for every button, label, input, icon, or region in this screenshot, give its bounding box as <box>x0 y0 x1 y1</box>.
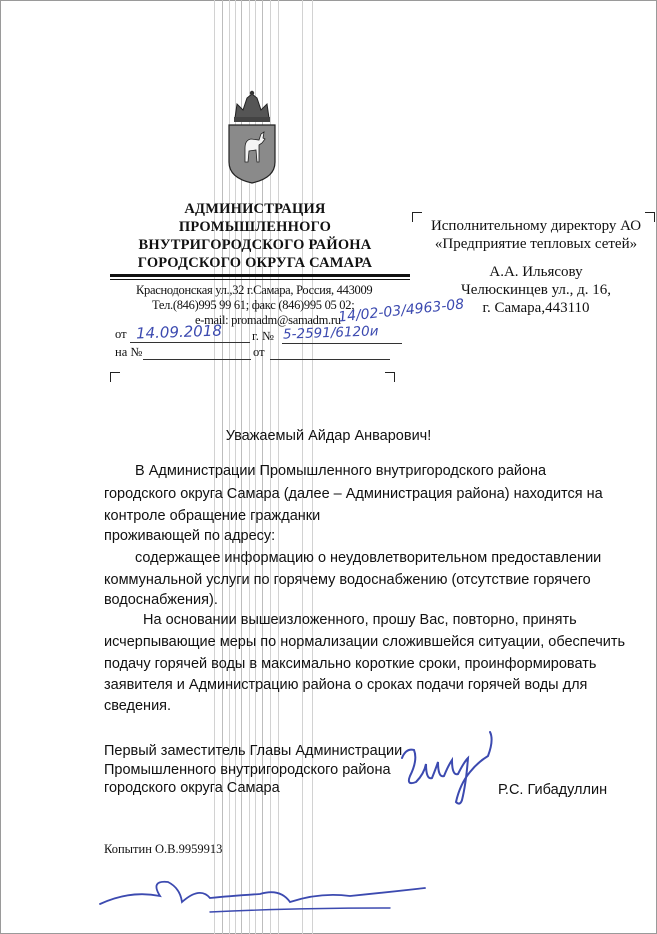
org-address: Краснодонская ул.,32 г.Самара, Россия, 443009 <box>136 283 373 297</box>
header-rule <box>110 274 410 277</box>
coat-of-arms-icon <box>221 90 283 185</box>
handwritten-date: 14.09.2018 <box>135 321 223 343</box>
org-email: e-mail: promadm@samadm.ru <box>195 313 341 327</box>
signer-title-line: Промышленного внутригородского района <box>104 762 391 778</box>
org-name-line: ВНУТРИГОРОДСКОГО РАЙОНА <box>138 237 372 253</box>
org-phone: Тел.(846)995 99 61; факс (846)995 05 02; <box>152 298 355 312</box>
handwritten-signature-icon <box>396 728 506 808</box>
recipient-name: А.А. Ильясову <box>489 264 583 280</box>
salutation: Уважаемый Айдар Анварович! <box>225 428 432 444</box>
handwritten-number: 5-2591/6120и <box>282 323 379 343</box>
signer-title-line: городского округа Самара <box>104 780 280 796</box>
body-line: городского округа Самара (далее – Администрация района) находится на <box>104 486 603 502</box>
org-name-line: АДМИНИСТРАЦИЯ <box>184 201 326 217</box>
signer-name: Р.С. Гибадуллин <box>498 782 608 798</box>
org-name-line: ПРОМЫШЛЕННОГО <box>178 219 332 235</box>
recipient-street: Челюскинцев ул., д. 16, <box>460 282 612 298</box>
executor-info: Копытин О.В.9959913 <box>104 842 223 856</box>
recipient-line: Исполнительному директору АО <box>430 218 642 234</box>
recipient-city: г. Самара,443110 <box>482 300 590 316</box>
body-line: подачу горячей воды в максимально короткие сроки, проинформировать <box>104 656 597 672</box>
corner-mark <box>385 372 395 382</box>
body-line: сведения. <box>104 698 172 714</box>
body-line: контроле обращение гражданки <box>104 508 321 524</box>
handwritten-scribble-icon <box>90 868 430 918</box>
reply-date-underline <box>270 359 390 360</box>
reply-to-label: на № <box>115 345 143 359</box>
handwritten-incoming-number: 14/02-03/4963-08 <box>337 296 465 326</box>
body-line: В Администрации Промышленного внутригородского района <box>135 463 547 479</box>
body-line: коммунальной услуги по горячему водоснабжению (отсутствие горячего <box>104 572 591 588</box>
date-underline <box>130 342 250 343</box>
body-line: заявителя и Администрацию района о сроках подачи горячей воды для <box>104 677 588 693</box>
reply-number-underline <box>143 359 251 360</box>
body-line: На основании вышеизложенного, прошу Вас, повторно, принять <box>143 612 577 628</box>
number-label: г. № <box>252 329 274 343</box>
body-line: содержащее информацию о неудовлетворительном предоставлении <box>135 550 602 566</box>
corner-mark <box>110 372 120 382</box>
recipient-line: «Предприятие тепловых сетей» <box>434 236 638 252</box>
header-rule <box>110 279 410 280</box>
number-underline <box>282 343 402 344</box>
body-line: исчерпывающие меры по нормализации сложившейся ситуации, обеспечить <box>104 634 626 650</box>
reply-from-label: от <box>253 345 265 359</box>
body-line: водоснабжения). <box>104 592 218 608</box>
body-line: проживающей по адресу: <box>104 528 276 544</box>
from-label: от <box>115 327 127 341</box>
signer-title-line: Первый заместитель Главы Администрации <box>104 743 403 759</box>
org-name-line: ГОРОДСКОГО ОКРУГА САМАРА <box>137 255 373 271</box>
